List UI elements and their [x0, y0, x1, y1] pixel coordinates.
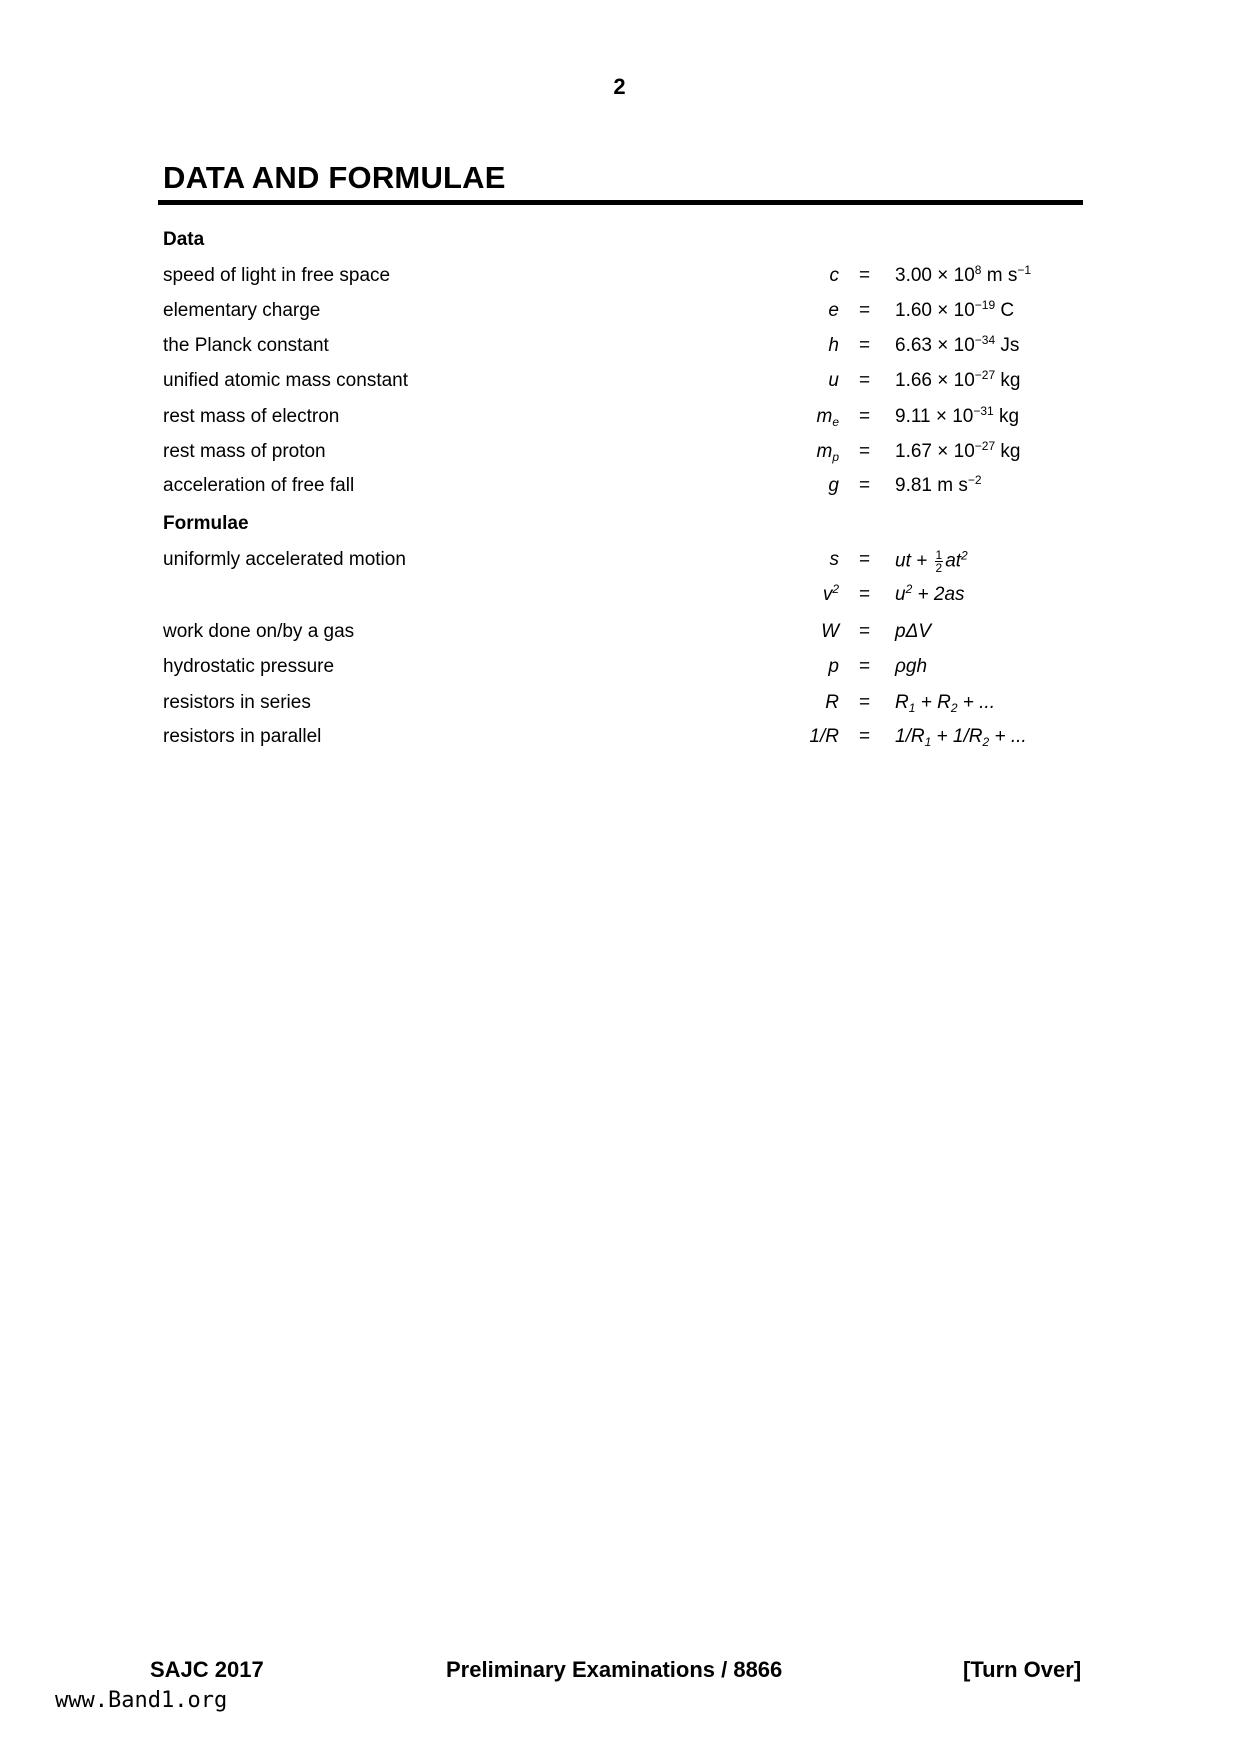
data-section-title: Data	[163, 229, 205, 250]
formula-symbol: R	[825, 692, 839, 713]
formula-value	[895, 584, 965, 606]
formula-subscript: 2	[950, 701, 958, 715]
formula-term: R	[937, 692, 951, 713]
value-exponent: −31	[973, 404, 994, 418]
formula-label: hydrostatic pressure	[163, 656, 335, 677]
data-symbol: e	[828, 300, 839, 321]
equals-sign: =	[859, 475, 871, 496]
watermark: www.Band1.org	[55, 1688, 228, 1713]
value-unit: kg	[995, 370, 1021, 391]
value-prefix: 1.67 × 10	[895, 441, 975, 462]
equals-sign: =	[859, 335, 871, 356]
formula-value	[895, 549, 968, 574]
formula-exponent: 2	[961, 548, 968, 563]
data-value	[895, 265, 1031, 287]
symbol-base: m	[816, 406, 833, 427]
data-row	[0, 475, 1239, 503]
equals-sign: =	[859, 265, 871, 286]
value-prefix: 1.66 × 10	[895, 370, 975, 391]
data-value	[895, 370, 1021, 392]
formula-exponent: 2	[905, 582, 913, 596]
data-symbol	[816, 441, 839, 463]
equals-sign: =	[859, 441, 871, 462]
formula-symbol	[823, 584, 839, 606]
data-row	[0, 300, 1239, 328]
formula-term: ut +	[895, 550, 933, 572]
formula-row	[0, 621, 1239, 649]
equals-sign: =	[859, 621, 871, 642]
formula-label: work done on/by a gas	[163, 621, 355, 642]
equals-sign: =	[859, 406, 871, 427]
footer-center: Preliminary Examinations / 8866	[446, 1657, 783, 1682]
equals-sign: =	[859, 370, 871, 391]
formula-term: +	[915, 692, 938, 713]
data-symbol: h	[828, 335, 839, 356]
symbol-subscript: e	[832, 415, 839, 429]
formula-term: + ...	[989, 726, 1027, 747]
fraction	[935, 549, 944, 574]
equals-sign: =	[859, 726, 871, 747]
formula-label: resistors in series	[163, 692, 311, 713]
formula-row	[0, 726, 1239, 754]
formula-row	[0, 692, 1239, 720]
value-exponent: −27	[974, 439, 996, 453]
data-label: unified atomic mass constant	[163, 370, 409, 391]
formula-symbol: p	[828, 656, 839, 677]
data-label: acceleration of free fall	[163, 475, 355, 496]
page-number: 2	[613, 74, 626, 99]
formula-symbol: W	[821, 621, 839, 642]
value-prefix: 6.63 × 10	[895, 335, 975, 356]
formula-term: at	[945, 550, 962, 572]
data-symbol: u	[828, 370, 839, 391]
footer-right: [Turn Over]	[963, 1657, 1082, 1682]
value-prefix: 1.60 × 10	[895, 300, 975, 321]
formula-value	[895, 692, 995, 714]
formula-term: + 2as	[912, 584, 965, 605]
data-value	[895, 335, 1019, 357]
page-heading: DATA AND FORMULAE	[163, 160, 506, 195]
formula-subscript: 1	[924, 735, 932, 749]
data-value	[895, 406, 1019, 428]
equals-sign: =	[859, 692, 871, 713]
formula-term: 1/R	[895, 726, 925, 747]
data-label: rest mass of proton	[163, 441, 326, 462]
symbol-base: m	[816, 441, 833, 462]
value-prefix: 9.81 m s	[895, 475, 968, 496]
formula-value: ρgh	[895, 656, 928, 677]
data-label: the Planck constant	[163, 335, 329, 356]
symbol-subscript: p	[832, 450, 839, 464]
formula-term: + 1/R	[931, 726, 983, 747]
footer-left: SAJC 2017	[150, 1657, 264, 1682]
data-symbol: c	[829, 265, 839, 286]
symbol-exponent: 2	[832, 582, 839, 596]
value-unit: m s	[981, 265, 1018, 286]
data-symbol	[816, 406, 839, 428]
data-row	[0, 265, 1239, 293]
formula-term: R	[895, 692, 909, 713]
data-label: rest mass of electron	[163, 406, 340, 427]
formula-term: + ...	[957, 692, 995, 713]
data-value	[895, 475, 982, 497]
value-unit: kg	[993, 406, 1020, 427]
heading-rule	[158, 200, 1083, 205]
value-unit: C	[995, 300, 1015, 321]
value-exponent: −2	[967, 473, 982, 487]
value-exponent: 8	[974, 263, 982, 277]
formula-subscript: 2	[982, 735, 990, 749]
equals-sign: =	[859, 656, 871, 677]
formula-label: resistors in parallel	[163, 726, 322, 747]
formula-symbol: 1/R	[809, 726, 839, 747]
value-prefix: 9.11 × 10	[895, 406, 974, 427]
formula-row	[0, 584, 1239, 612]
fraction-denominator: 2	[935, 561, 943, 575]
value-unit: Js	[995, 335, 1020, 356]
data-row	[0, 335, 1239, 363]
fraction-numerator: 1	[935, 548, 943, 562]
unit-exponent: −1	[1017, 263, 1032, 277]
value-exponent: −34	[974, 333, 996, 347]
formula-term: u	[895, 584, 906, 605]
data-value	[895, 441, 1021, 463]
value-exponent: −27	[974, 368, 996, 382]
formula-value	[895, 726, 1027, 748]
data-value	[895, 300, 1014, 322]
symbol-base: v	[822, 584, 833, 605]
formula-row	[0, 656, 1239, 684]
value-prefix: 3.00 × 10	[895, 265, 975, 286]
formula-value: pΔV	[895, 621, 931, 642]
data-row	[0, 441, 1239, 469]
equals-sign: =	[859, 584, 871, 605]
data-row	[0, 370, 1239, 398]
data-label: speed of light in free space	[163, 265, 391, 286]
formula-subscript: 1	[908, 701, 916, 715]
value-unit: kg	[995, 441, 1021, 462]
equals-sign: =	[859, 300, 871, 321]
data-label: elementary charge	[163, 300, 321, 321]
formula-label: uniformly accelerated motion	[163, 549, 406, 570]
value-exponent: −19	[974, 298, 996, 312]
formula-row	[0, 549, 1239, 577]
formulae-section-title: Formulae	[163, 513, 249, 534]
data-row	[0, 406, 1239, 434]
formula-symbol: s	[829, 549, 839, 570]
data-symbol: g	[828, 475, 839, 496]
equals-sign: =	[859, 549, 871, 570]
